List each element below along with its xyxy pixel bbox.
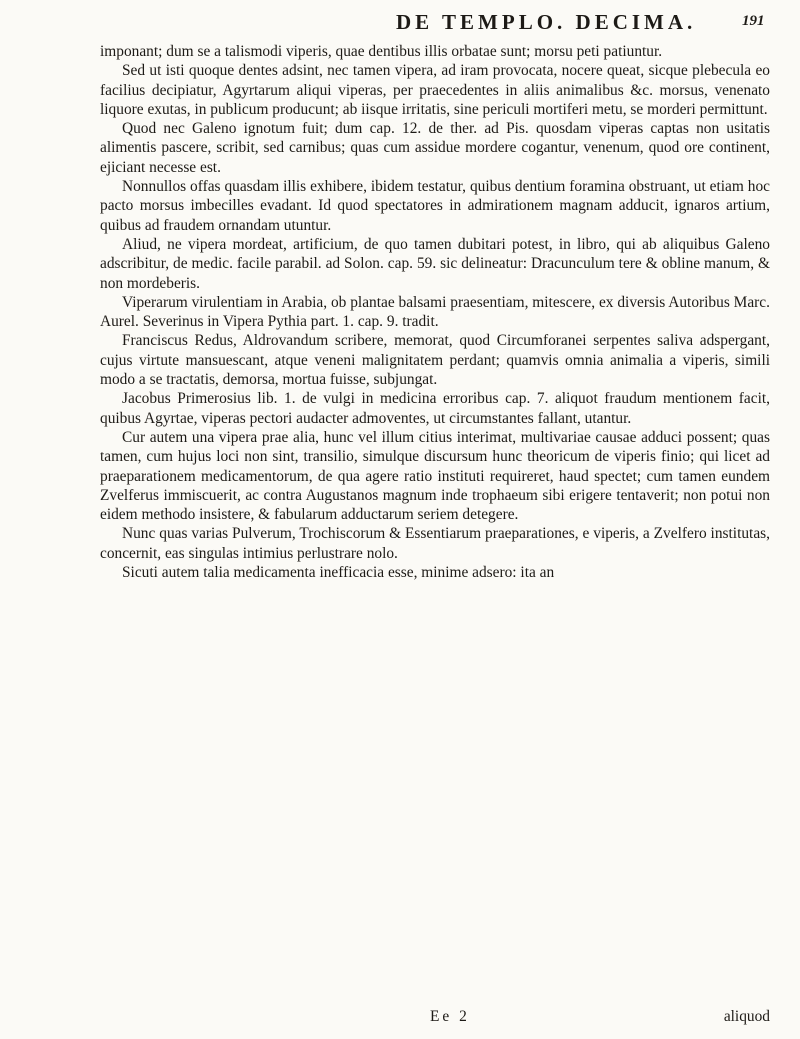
catchline — [100, 1008, 770, 1030]
paragraph-continuation: imponant; dum se a talismodi viperis, quae dentibus illis orbatae sunt; morsu peti patiuntur. — [100, 43, 663, 60]
signature-mark: Ee 2 — [430, 1008, 470, 1025]
page-number: 191 — [742, 13, 765, 29]
paragraph: Viperarum virulentiam in Arabia, ob plantae balsami praesentiam, mitescere, ex diversis Autoribus Marc. Aurel. Severinus in Vipera Pythia part. 1. cap. 9. tradit. — [100, 293, 770, 331]
paragraph: Nunc quas varias Pulverum, Trochiscorum & Essentiarum praeparationes, e viperis, a Zvelfero institutas, concernit, eas singulas intimius perlustrare nolo. — [100, 525, 770, 562]
body-text — [100, 42, 770, 582]
paragraph: Sicuti autem talia medicamenta inefficacia esse, minime adsero: ita an — [122, 564, 555, 582]
paragraph: Aliud, ne vipera mordeat, artificium, de quo tamen dubitari potest, in libro, qui ab aliquibus Galeno adscribitur, de medic. facile parabil. ad Solon. cap. 59. sic delineatur: Dracunculum tere & obline manum, & non mordeberis. — [100, 235, 770, 292]
paragraph: Jacobus Primerosius lib. 1. de vulgi in medicina erroribus cap. 7. aliquot fraudum mentionem facit, quibus Agyrtae, viperas pectori audacter admoventes, ut circumstantes fallant, utantur. — [100, 390, 770, 427]
running-head — [0, 8, 800, 40]
paragraph: Quod nec Galeno ignotum fuit; dum cap. 12. de ther. ad Pis. quosdam viperas captas non usitatis alimentis pascere, scribit, sed carnibus; quas cum assidue mordere cogantur, venenum, quod ore continent, ejiciant necesse est. — [100, 120, 770, 176]
catchword: aliquod — [723, 1008, 770, 1025]
running-title: DE TEMPLO. DECIMA. — [396, 10, 697, 34]
paragraph: Franciscus Redus, Aldrovandum scribere, memorat, quod Circumforanei serpentes saliva adspergant, cujus virtute mansuescant, atque veneni malignitatem perdant; quamvis omnia animalia a viperis, simili modo a se tractatis, demorsa, mortua fuisse, subjungat. — [100, 332, 770, 389]
paragraph: Sed ut isti quoque dentes adsint, nec tamen vipera, ad iram provocata, nocere queat, sicque plebecula eo facilius decipiatur, Agyrtarum aliqui viperas, per praecedentes in aliis animalibus &c. morsus, venenato liquore exutas, in publicum producunt; ab iisque irritatis, sine periculi mortiferi metu, se morderi permittunt. — [100, 62, 770, 118]
paragraph: Nonnullos offas quasdam illis exhibere, ibidem testatur, quibus dentium foramina obstruant, ut etiam hoc pacto morsus imbecilles evadant. Id quod spectatores in admirationem magnam adducit, ignaros artium, quibus ad fraudem ornandam utuntur. — [100, 178, 770, 234]
paragraph: Cur autem una vipera prae alia, hunc vel illum citius interimat, multivariae causae adduci possent; quas tamen, cum hujus loci non sint, transilio, simulque discursum hunc theoricum de viperis finio; qui licet ad praeparationem medicamentorum, de qua agere ratio instituti requireret, haud spectet; cum tamen eundem Zvelferus immiscuerit, ac contra Augustanos magnum inde trophaeum sibi erigere tentaverit; non potui non eidem methodo insistere, & fabularum adductarum seriem detegere. — [100, 428, 770, 524]
